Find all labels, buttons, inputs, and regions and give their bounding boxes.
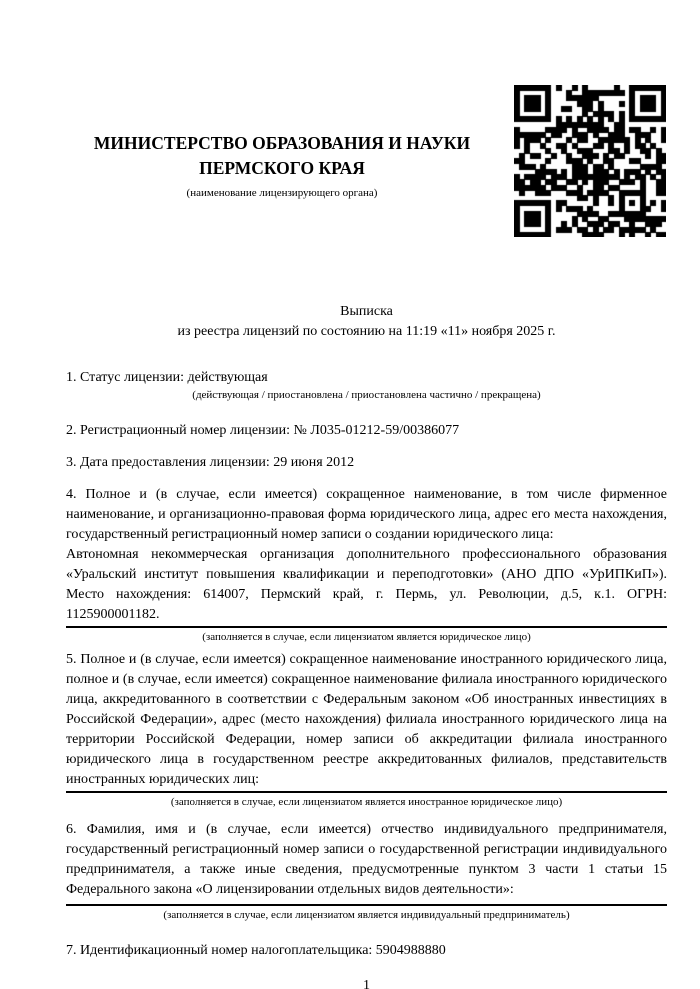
ministry-name-line2: ПЕРМСКОГО КРАЯ <box>199 158 365 178</box>
item-6-entrepreneur-heading: 6. Фамилия, имя и (в случае, если имеется) отчество индивидуального предпринимателя, государственный регистрационный номер записи о государственной регистрации индивидуального предпринимателя, а также иные сведения, предусмотренные пунктом 3 части 1 статьи 15 Федерального закона «О лицензировании отдельных видов деятельности»: <box>66 822 667 897</box>
qr-code-icon <box>514 85 666 237</box>
item-1-license-status: 1. Статус лицензии: действующая <box>66 370 268 385</box>
fill-in-rule-foreign-entity <box>66 790 667 793</box>
ministry-name-line1: МИНИСТЕРСТВО ОБРАЗОВАНИЯ И НАУКИ <box>93 133 471 153</box>
document-title-line2: из реестра лицензий по состоянию на 11:19 «11» ноября 2025 г. <box>177 324 556 339</box>
document-title <box>66 302 667 342</box>
item-1-status-options-caption: (действующая / приостановлена / приостановлена частично / прекращена) <box>192 389 541 401</box>
item-5-foreign-entity-caption: (заполняется в случае, если лицензиатом является иностранное юридическое лицо) <box>170 796 563 808</box>
item-4-legal-entity-caption: (заполняется в случае, если лицензиатом является юридическое лицо) <box>202 631 531 643</box>
licensing-authority-caption: (наименование лицензирующего органа) <box>186 187 378 199</box>
document-body <box>66 302 667 989</box>
licensing-authority-block <box>66 131 498 200</box>
document-title-line1: Выписка <box>340 304 393 319</box>
fill-in-rule-legal-entity <box>66 625 667 628</box>
item-4-legal-entity-heading: 4. Полное и (в случае, если имеется) сокращенное наименование, в том числе фирменное наименование, и организационно-правовая форма юридического лица, адрес его места нахождения, государственный регистрационный номер записи о создании юридического лица: <box>66 487 667 542</box>
item-5-foreign-entity-heading: 5. Полное и (в случае, если имеется) сокращенное наименование иностранного юридического лица, полное и (в случае, если имеется) сокращенное наименование филиала иностранного юридического лица, аккредитованного в соответствии с Федеральным законом «Об иностранных инвестициях в Российской Федерации», адрес (место нахождения) филиала иностранного юридического лица на территории Российской Федерации, номер записи об аккредитации филиала иностранного юридического лица в государственном реестре аккредитованных филиалов, представительств иностранных юридических лиц: <box>66 652 667 787</box>
item-7-taxpayer-number: 7. Идентификационный номер налогоплательщика: 5904988880 <box>66 943 446 958</box>
item-2-registration-number: 2. Регистрационный номер лицензии: № Л035-01212-59/00386077 <box>66 423 460 438</box>
item-3-license-grant-date: 3. Дата предоставления лицензии: 29 июня 2012 <box>66 455 355 470</box>
item-6-entrepreneur-caption: (заполняется в случае, если лицензиатом является индивидуальный предприниматель) <box>163 909 570 921</box>
item-4-legal-entity-value: Автономная некоммерческая организация дополнительного профессионального образования «Уральский институт повышения квалификации и переподготовки» (АНО ДПО «УрИПКиП»). Место нахождения: 614007, Пермский край, г. Пермь, ул. Революции, д.5, к.1. ОГРН: 1125900001182. <box>66 547 667 622</box>
document-header <box>0 0 700 250</box>
page-number: 1 <box>363 978 370 989</box>
fill-in-rule-entrepreneur <box>66 903 667 906</box>
